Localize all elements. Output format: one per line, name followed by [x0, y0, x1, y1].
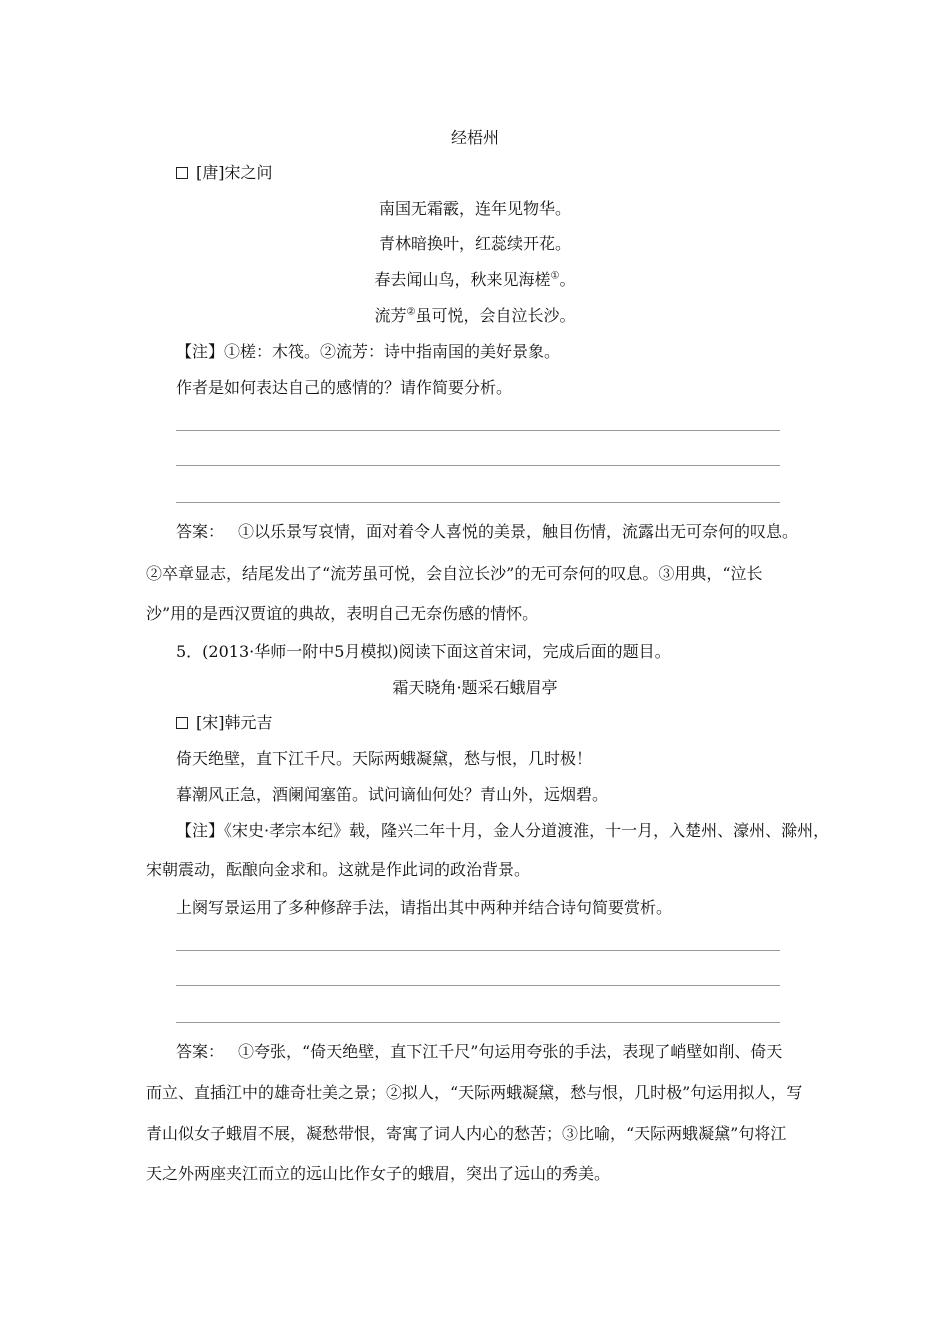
answer-text: 而立、直插江中的雄奇壮美之景；②拟人，“天际两蛾凝黛，愁与恨，几时极”句运用拟人，写	[146, 1083, 803, 1102]
question-intro: 5．(2013·华师一附中5月模拟)阅读下面这首宋词，完成后面的题目。	[176, 642, 671, 661]
poem-line: 青林暗换叶，红蕊续开花。	[378, 234, 571, 253]
answer-text: 天之外两座夹江而立的远山比作女子的蛾眉，突出了远山的秀美。	[146, 1164, 611, 1183]
answer-paragraph	[176, 522, 798, 542]
poem-line: 暮潮风正急，酒阑闻塞笛。试问谪仙何处？青山外，远烟碧。	[176, 785, 609, 804]
poem-note: 宋朝震动，酝酿向金求和。这就是作此词的政治背景。	[146, 860, 531, 879]
answer-rule	[176, 1022, 780, 1023]
answer-label: 答案：	[176, 522, 225, 541]
checkbox-icon	[176, 717, 188, 729]
question-text: 作者是如何表达自己的感情的？请作简要分析。	[176, 378, 513, 397]
poem-line-punct: 。	[559, 270, 576, 289]
poem-title: 经梧州	[450, 128, 499, 147]
poem-note: 【注】①槎：木筏。②流芳：诗中指南国的美好景象。	[176, 342, 561, 361]
question-text: 上阕写景运用了多种修辞手法，请指出其中两种并结合诗句简要赏析。	[176, 898, 673, 917]
answer-rule	[176, 502, 780, 503]
answer-text: ①夸张，“倚天绝壁，直下江千尺”句运用夸张的手法，表现了峭壁如削、倚天	[238, 1042, 783, 1061]
answer-label: 答案：	[176, 1042, 225, 1061]
poem-note: 【注】《宋史·孝宗本纪》载，隆兴二年十月，金人分道渡淮，十一月，入楚州、濠州、滁州，	[176, 821, 830, 840]
answer-rule	[176, 950, 780, 951]
answer-paragraph	[176, 1042, 782, 1062]
poem-line: 倚天绝壁，直下江千尺。天际两蛾凝黛，愁与恨，几时极！	[176, 749, 593, 768]
poem-line-text: 虽可悦，会自泣长沙。	[415, 306, 576, 325]
answer-text: 青山似女子蛾眉不展，凝愁带恨，寄寓了词人内心的愁苦；③比喻，“天际两蛾凝黛”句将江	[146, 1124, 787, 1143]
answer-rule	[176, 985, 780, 986]
checkbox-icon	[176, 167, 188, 179]
poem-author	[176, 163, 273, 183]
poem-line-text: 春去闻山鸟，秋来见海槎	[374, 270, 551, 289]
poem-line: 南国无霜霰，连年见物华。	[378, 199, 571, 218]
answer-text: ①以乐景写哀情，面对着令人喜悦的美景，触目伤情，流露出无可奈何的叹息。	[238, 522, 799, 541]
answer-rule	[176, 465, 780, 466]
poem-line	[0, 306, 950, 326]
answer-rule	[176, 430, 780, 431]
answer-text: 沙”用的是西汉贾谊的典故，表明自己无奈伤感的情怀。	[146, 604, 539, 623]
poem-title: 霜天晓角·题采石蛾眉亭	[392, 678, 558, 697]
poem-author	[176, 713, 273, 733]
author-text: [宋]韩元吉	[196, 713, 273, 732]
poem-line-text: 流芳	[374, 306, 407, 325]
footnote-marker: ②	[406, 306, 416, 318]
poem-line	[0, 270, 950, 290]
author-text: [唐]宋之问	[196, 163, 273, 182]
answer-text: ②卒章显志，结尾发出了“流芳虽可悦，会自泣长沙”的无可奈何的叹息。③用典，“泣长	[146, 564, 763, 583]
footnote-marker: ①	[550, 270, 560, 282]
